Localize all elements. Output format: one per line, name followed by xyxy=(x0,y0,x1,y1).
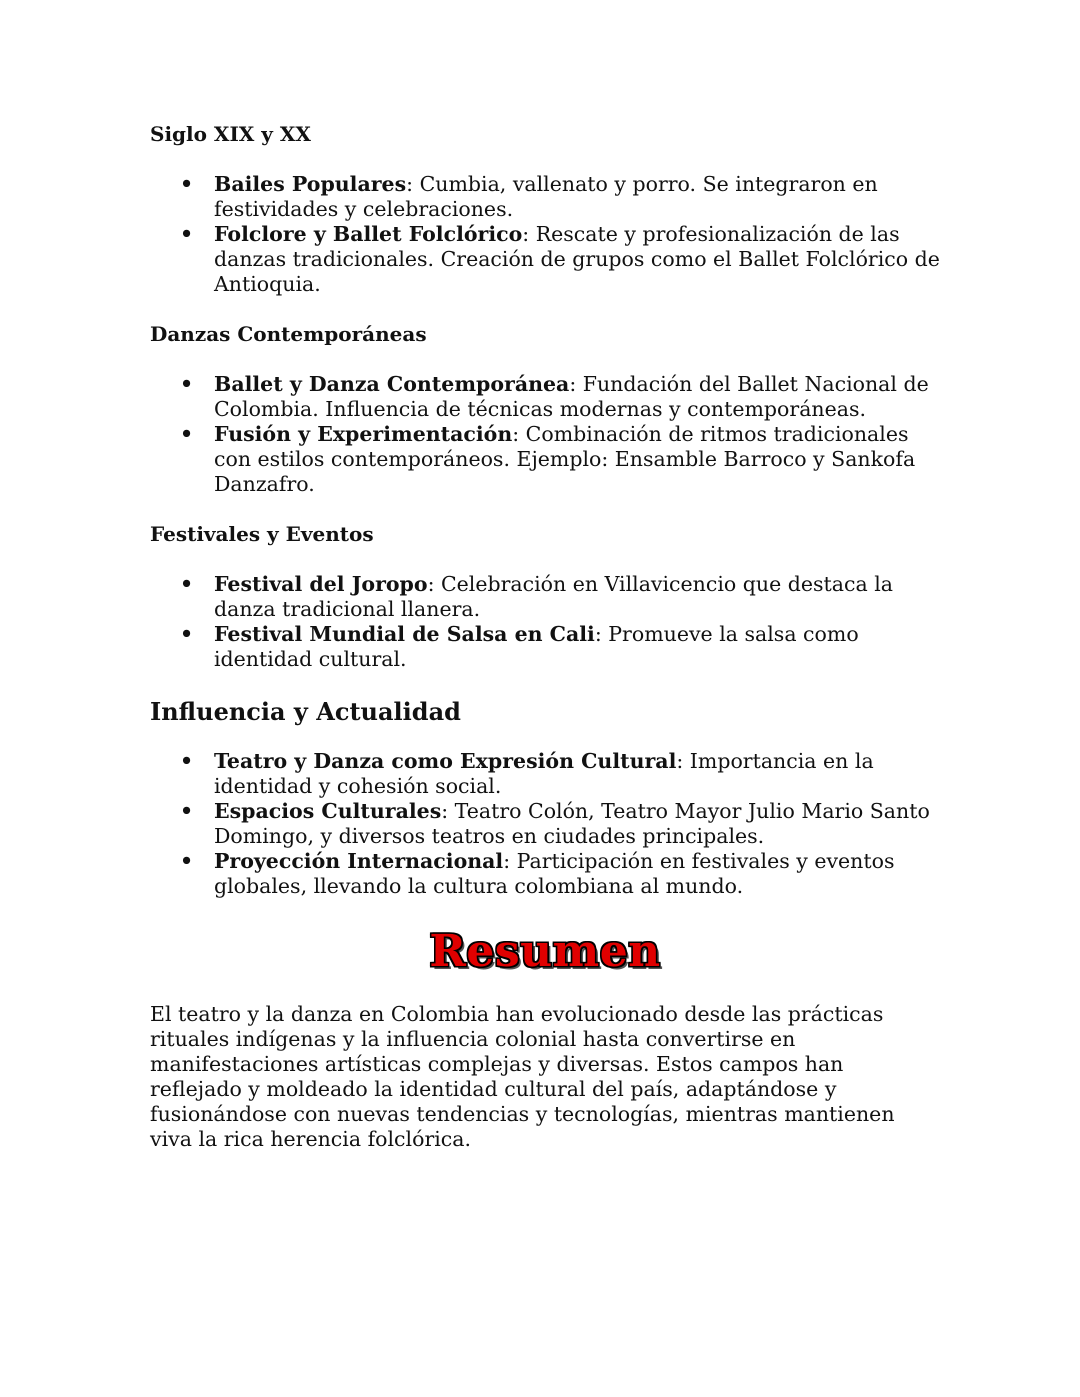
item-text: : Promueve la salsa como identidad cultural. xyxy=(214,622,859,671)
document-page xyxy=(150,122,940,1152)
item-text: : Importancia en la identidad y cohesión social. xyxy=(214,749,874,798)
section-heading-influencia: Influencia y Actualidad xyxy=(150,697,461,726)
bullet-list-influencia xyxy=(150,749,940,899)
bullet-icon: • xyxy=(180,749,194,773)
list-item xyxy=(150,222,940,297)
bullet-list-danzas xyxy=(150,372,940,497)
list-item xyxy=(150,372,940,422)
list-item xyxy=(150,849,940,899)
bullet-icon: • xyxy=(180,172,194,196)
bullet-icon: • xyxy=(180,222,194,246)
resumen-title-wrap xyxy=(150,924,940,980)
list-item xyxy=(150,572,940,622)
item-text: : Rescate y profesionalización de las danzas tradicionales. Creación de grupos como el Ballet Folclórico de Antioquia. xyxy=(214,222,940,296)
item-term: Espacios Culturales xyxy=(214,799,442,823)
item-text: : Participación en festivales y eventos globales, llevando la cultura colombiana al mundo. xyxy=(214,849,895,898)
item-text: : Celebración en Villavicencio que destaca la danza tradicional llanera. xyxy=(214,572,893,621)
bullet-icon: • xyxy=(180,622,194,646)
list-item xyxy=(150,749,940,799)
section-heading-danzas: Danzas Contemporáneas xyxy=(150,322,427,346)
bullet-icon: • xyxy=(180,849,194,873)
list-item xyxy=(150,172,940,222)
bullet-icon: • xyxy=(180,572,194,596)
bullet-icon: • xyxy=(180,799,194,823)
bullet-list-festivales xyxy=(150,572,940,672)
item-term: Festival del Joropo xyxy=(214,572,428,596)
section-heading-siglo: Siglo XIX y XX xyxy=(150,122,311,146)
item-text: : Teatro Colón, Teatro Mayor Julio Mario Santo Domingo, y diversos teatros en ciudades principales. xyxy=(214,799,930,848)
section-heading-festivales: Festivales y Eventos xyxy=(150,522,374,546)
item-text: : Fundación del Ballet Nacional de Colombia. Influencia de técnicas modernas y contemporáneas. xyxy=(214,372,929,421)
resumen-title: Resumen xyxy=(429,926,661,977)
item-term: Festival Mundial de Salsa en Cali xyxy=(214,622,595,646)
item-term: Folclore y Ballet Folclórico xyxy=(214,222,523,246)
item-text: : Combinación de ritmos tradicionales con estilos contemporáneos. Ejemplo: Ensamble Barroco y Sankofa Danzafro. xyxy=(214,422,916,496)
item-term: Ballet y Danza Contemporánea xyxy=(214,372,570,396)
item-term: Fusión y Experimentación xyxy=(214,422,513,446)
list-item xyxy=(150,622,940,672)
list-item xyxy=(150,422,940,497)
bullet-list-siglo xyxy=(150,172,940,297)
item-term: Bailes Populares xyxy=(214,172,407,196)
item-term: Teatro y Danza como Expresión Cultural xyxy=(214,749,677,773)
item-text: : Cumbia, vallenato y porro. Se integraron en festividades y celebraciones. xyxy=(214,172,878,221)
bullet-icon: • xyxy=(180,372,194,396)
resumen-paragraph: El teatro y la danza en Colombia han evolucionado desde las prácticas rituales indígenas y la influencia colonial hasta convertirse en manifestaciones artísticas complejas y diversas. Estos campos han reflejado y moldeado la identidad cultural del país, adaptándose y fusionándose con nuevas tendencias y tecnologías, mientras mantienen viva la rica herencia folclórica. xyxy=(150,1002,895,1151)
bullet-icon: • xyxy=(180,422,194,446)
list-item xyxy=(150,799,940,849)
item-term: Proyección Internacional xyxy=(214,849,504,873)
